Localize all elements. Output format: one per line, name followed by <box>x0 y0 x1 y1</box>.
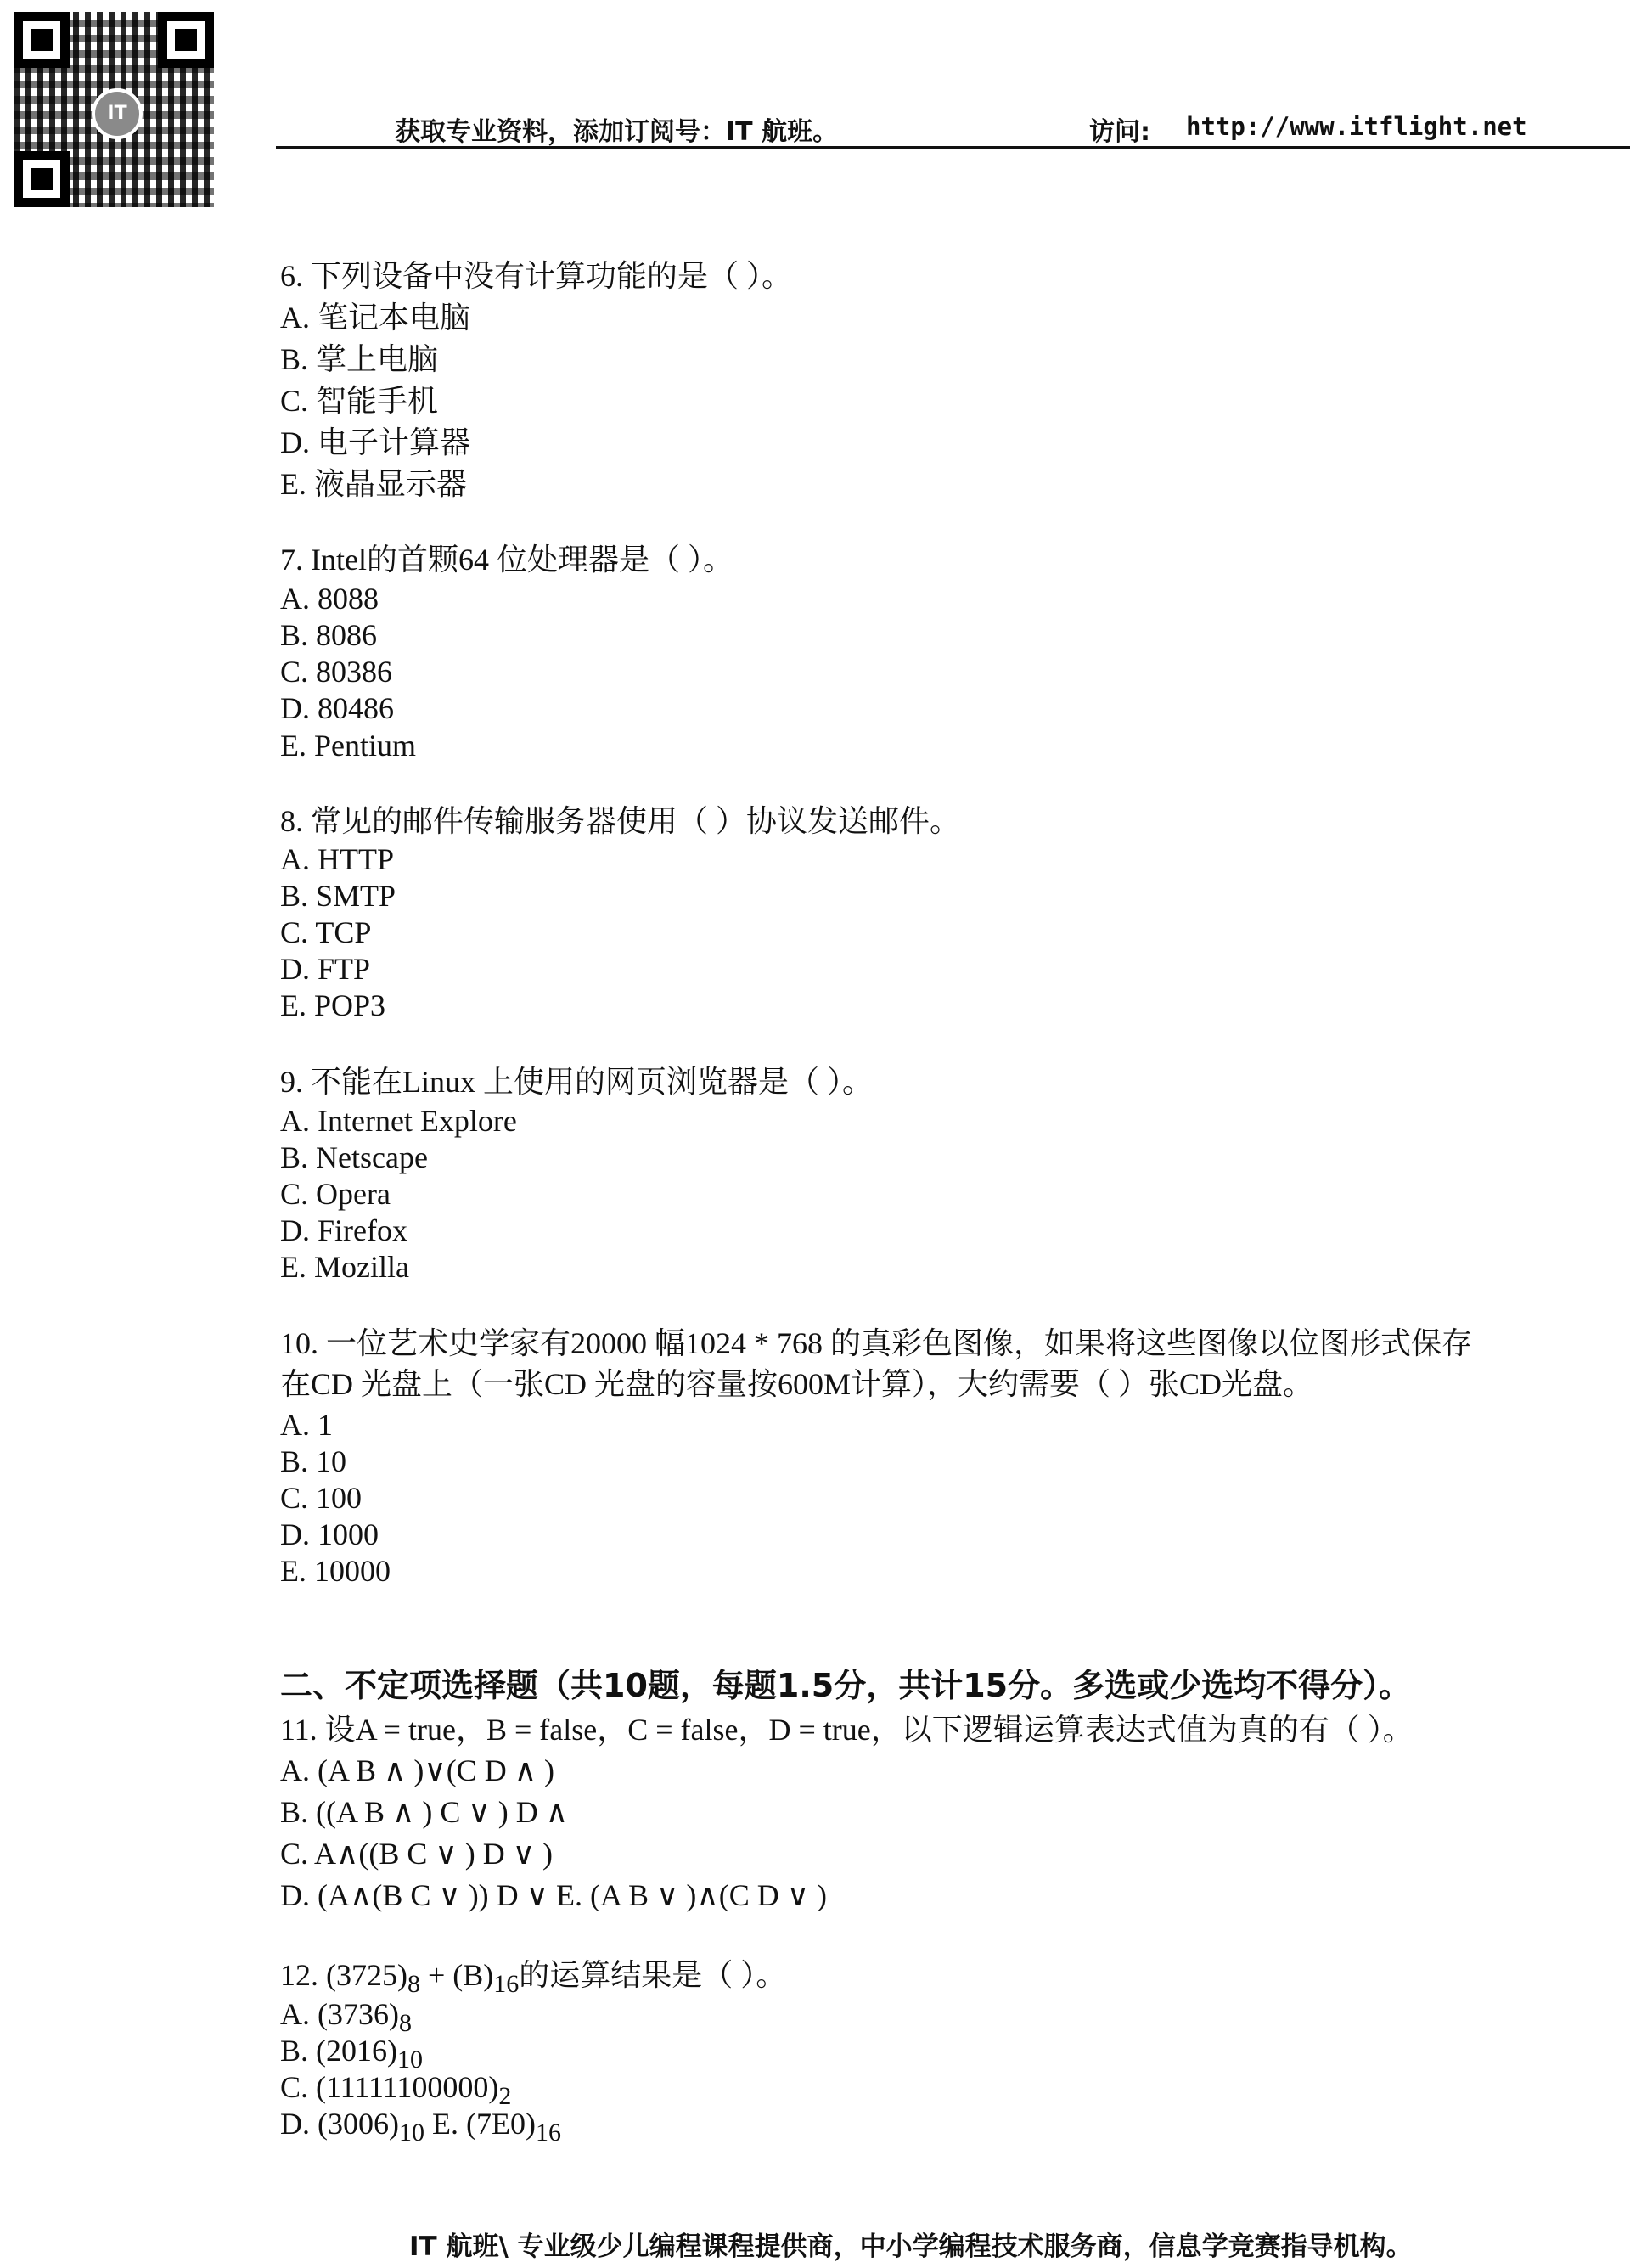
option-text: D. (3006) <box>280 2107 399 2141</box>
option-text: E. (7E0) <box>424 2107 536 2141</box>
option-text: A. (3736) <box>280 1997 399 2031</box>
qr-finder-pattern <box>14 151 70 207</box>
question-stem: 11. 设A = true，B = false，C = false，D = true，以下逻辑运算表达式值为真的有（ ）。 <box>280 1713 1414 1747</box>
option: C. 80386 <box>280 655 393 689</box>
question-stem-continued: 在CD 光盘上（一张CD 光盘的容量按600M计算），大约需要（ ）张CD光盘。 <box>280 1367 1314 1401</box>
option: A. 笔记本电脑 <box>280 301 470 335</box>
option: B. SMTP <box>280 879 396 913</box>
option: B. ((A B ∧ ) C ∨ ) D ∧ <box>280 1795 569 1829</box>
option-text: B. (2016) <box>280 2034 397 2068</box>
option: D. 80486 <box>280 691 394 725</box>
option: E. 液晶显示器 <box>280 467 467 501</box>
option <box>280 2105 561 2152</box>
option: A. 8088 <box>280 582 379 616</box>
stem-part: 的运算结果是（ ）。 <box>519 1958 787 1992</box>
option: C. TCP <box>280 915 372 949</box>
website-url[interactable]: http://www.itflight.net <box>1186 112 1527 141</box>
question-stem: 8. 常见的邮件传输服务器使用（ ）协议发送邮件。 <box>280 804 961 838</box>
option: C. 100 <box>280 1481 363 1515</box>
base-subscript: 2 <box>498 2082 512 2111</box>
base-subscript: 10 <box>397 2046 423 2074</box>
option: D. FTP <box>280 952 371 986</box>
stem-part: 12. (3725) <box>280 1958 408 1992</box>
option: D. 电子计算器 <box>280 425 470 459</box>
option: C. Opera <box>280 1177 391 1211</box>
qr-finder-pattern <box>14 12 70 68</box>
option: B. 10 <box>280 1444 347 1478</box>
qr-finder-pattern <box>158 12 214 68</box>
option: A. HTTP <box>280 842 394 876</box>
base-subscript: 16 <box>535 2119 561 2147</box>
stem-part: + (B) <box>419 1958 494 1992</box>
question-stem: 6. 下列设备中没有计算功能的是（ ）。 <box>280 259 793 293</box>
promo-text: 获取专业资料，添加订阅号：IT 航班。 <box>395 117 839 147</box>
option: D. (A∧(B C ∨ )) D ∨ E. (A B ∨ )∧(C D ∨ ) <box>280 1878 828 1912</box>
base-subscript: 16 <box>493 1970 520 1999</box>
section-title: 二、不定项选择题（共10题，每题1.5分，共计15分。多选或少选均不得分）。 <box>280 1667 1412 1704</box>
option: C. A∧((B C ∨ ) D ∨ ) <box>280 1837 554 1871</box>
qr-logo: IT <box>92 88 143 139</box>
option: B. 8086 <box>280 618 378 652</box>
qr-code <box>14 12 214 207</box>
option: A. Internet Explore <box>280 1104 517 1138</box>
option-text: C. (11111100000) <box>280 2070 499 2104</box>
option: E. Mozilla <box>280 1250 409 1284</box>
question-stem: 7. Intel的首颗64 位处理器是（ ）。 <box>280 543 734 577</box>
question-stem: 9. 不能在Linux 上使用的网页浏览器是（ ）。 <box>280 1065 873 1099</box>
base-subscript: 10 <box>398 2119 424 2147</box>
option: E. POP3 <box>280 988 386 1022</box>
option: D. Firefox <box>280 1213 408 1247</box>
base-subscript: 8 <box>407 1970 420 1999</box>
option: D. 1000 <box>280 1517 379 1551</box>
option: E. 10000 <box>280 1554 391 1588</box>
page-header <box>276 109 1630 149</box>
option: A. (A B ∧ )∨(C D ∧ ) <box>280 1753 555 1787</box>
option: C. 智能手机 <box>280 384 439 418</box>
question-stem: 10. 一位艺术史学家有20000 幅1024 * 768 的真彩色图像，如果将这些图像以位图形式保存 <box>280 1326 1473 1360</box>
page-footer: IT 航班\ 专业级少儿编程课程提供商，中小学编程技术服务商，信息学竞赛指导机构。 <box>409 2231 1413 2262</box>
base-subscript: 8 <box>398 2009 412 2038</box>
option: B. 掌上电脑 <box>280 342 439 376</box>
visit-label: 访问: <box>1089 117 1150 147</box>
option: E. Pentium <box>280 729 416 763</box>
option: B. Netscape <box>280 1140 428 1174</box>
option: A. 1 <box>280 1408 333 1442</box>
